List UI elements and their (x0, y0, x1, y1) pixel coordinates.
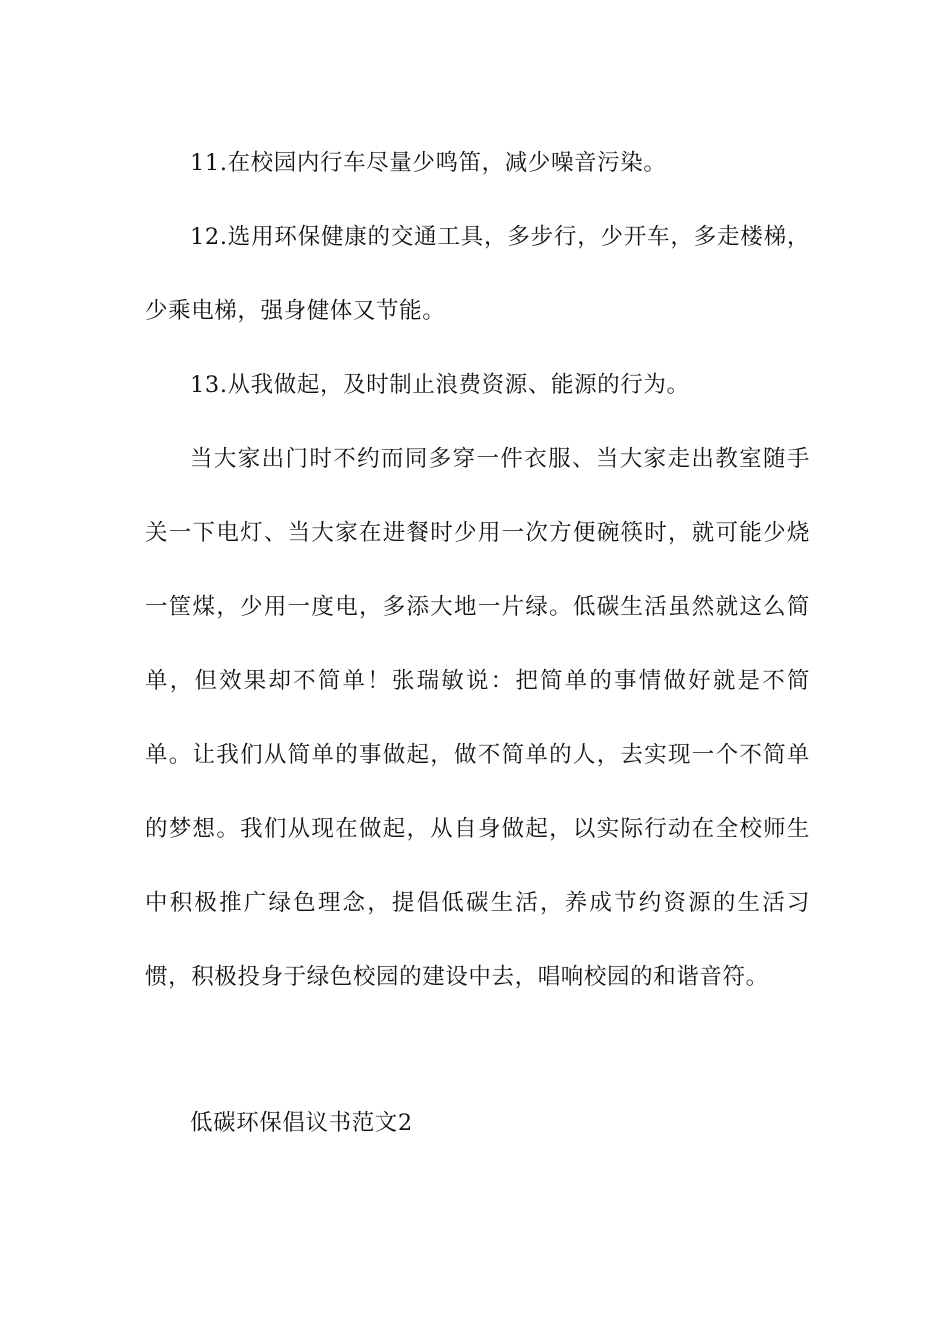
paragraph-item-13: 13.从我做起，及时制止浪费资源、能源的行为。 (190, 372, 690, 398)
document-body (145, 126, 810, 1014)
paragraph-item-12: 12.选用环保健康的交通工具，多步行，少开车，多走楼梯，少乘电梯，强身健体又节能。 (145, 224, 810, 324)
next-section-title: 低碳环保倡议书范文2 (190, 1110, 413, 1136)
closing-paragraph: 当大家出门时不约而同多穿一件衣服、当大家走出教室随手关一下电灯、当大家在进餐时少用一次方便碗筷时，就可能少烧一筐煤，少用一度电，多添大地一片绿。低碳生活虽然就这么简单，但效果却不简单！张瑞敏说：把简单的事情做好就是不简单。让我们从简单的事做起，做不简单的人，去实现一个不简单的梦想。我们从现在做起，从自身做起，以实际行动在全校师生中积极推广绿色理念，提倡低碳生活，养成节约资源的生活习惯，积极投身于绿色校园的建设中去，唱响校园的和谐音符。 (145, 446, 810, 990)
paragraph-item-11: 11.在校园内行车尽量少鸣笛，减少噪音污染。 (190, 150, 667, 176)
